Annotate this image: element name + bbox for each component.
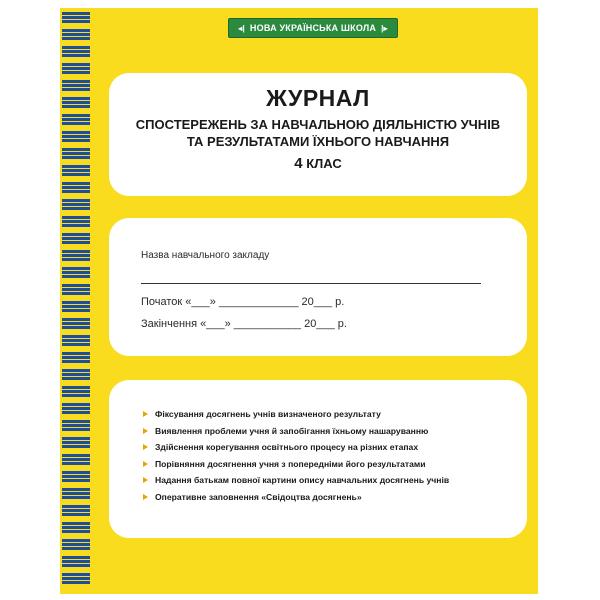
subtitle-line-1: СПОСТЕРЕЖЕНЬ ЗА НАВЧАЛЬНОЮ ДІЯЛЬНІСТЮ УЧНІВ bbox=[135, 117, 501, 132]
features-panel bbox=[109, 380, 527, 538]
spiral-coil bbox=[62, 182, 90, 193]
coil-wire bbox=[62, 267, 90, 270]
spiral-coil bbox=[62, 403, 90, 414]
coil-wire bbox=[62, 581, 90, 584]
start-date-line: Початок «___» _____________ 20___ р. bbox=[141, 296, 345, 308]
coil-wire bbox=[62, 326, 90, 329]
coil-wire bbox=[62, 339, 90, 342]
coil-wire bbox=[62, 258, 90, 261]
coil-wire bbox=[62, 386, 90, 389]
institution-fill-line bbox=[141, 283, 481, 284]
coil-wire bbox=[62, 237, 90, 240]
coil-wire bbox=[62, 488, 90, 491]
coil-wire bbox=[62, 560, 90, 563]
coil-wire bbox=[62, 445, 90, 448]
coil-wire bbox=[62, 437, 90, 440]
spiral-coil bbox=[62, 199, 90, 210]
spiral-coil bbox=[62, 29, 90, 40]
coil-wire bbox=[62, 67, 90, 70]
coil-wire bbox=[62, 420, 90, 423]
coil-wire bbox=[62, 424, 90, 427]
coil-wire bbox=[62, 564, 90, 567]
coil-wire bbox=[62, 458, 90, 461]
end-date-line: Закінчення «___» ___________ 20___ р. bbox=[141, 318, 347, 330]
spiral-coil bbox=[62, 318, 90, 329]
coil-wire bbox=[62, 199, 90, 202]
coil-wire bbox=[62, 190, 90, 193]
coil-wire bbox=[62, 50, 90, 53]
coil-wire bbox=[62, 454, 90, 457]
spiral-coil bbox=[62, 114, 90, 125]
coil-wire bbox=[62, 224, 90, 227]
coil-wire bbox=[62, 505, 90, 508]
grade-number: 4 bbox=[294, 155, 303, 172]
spiral-coil bbox=[62, 454, 90, 465]
coil-wire bbox=[62, 186, 90, 189]
coil-wire bbox=[62, 543, 90, 546]
coil-wire bbox=[62, 254, 90, 257]
arrow-right-icon: |▸ bbox=[381, 23, 388, 33]
spiral-coil bbox=[62, 386, 90, 397]
coil-wire bbox=[62, 122, 90, 125]
coil-wire bbox=[62, 271, 90, 274]
coil-wire bbox=[62, 173, 90, 176]
coil-wire bbox=[62, 207, 90, 210]
institution-label: Назва навчального закладу bbox=[141, 250, 270, 261]
feature-item bbox=[143, 439, 449, 456]
coil-wire bbox=[62, 309, 90, 312]
grade-word: КЛАС bbox=[306, 156, 342, 171]
coil-wire bbox=[62, 288, 90, 291]
coil-wire bbox=[62, 29, 90, 32]
triangle-bullet-icon bbox=[143, 477, 148, 483]
spiral-coil bbox=[62, 301, 90, 312]
coil-wire bbox=[62, 275, 90, 278]
triangle-bullet-icon bbox=[143, 411, 148, 417]
spiral-coil bbox=[62, 267, 90, 278]
coil-wire bbox=[62, 54, 90, 57]
coil-wire bbox=[62, 479, 90, 482]
coil-wire bbox=[62, 335, 90, 338]
coil-wire bbox=[62, 292, 90, 295]
features-list bbox=[143, 406, 449, 505]
spiral-coil bbox=[62, 573, 90, 584]
coil-wire bbox=[62, 37, 90, 40]
coil-wire bbox=[62, 509, 90, 512]
spiral-coil bbox=[62, 63, 90, 74]
coil-wire bbox=[62, 131, 90, 134]
arrow-left-icon: ◂| bbox=[238, 23, 245, 33]
coil-wire bbox=[62, 233, 90, 236]
coil-wire bbox=[62, 394, 90, 397]
triangle-bullet-icon bbox=[143, 494, 148, 500]
coil-wire bbox=[62, 241, 90, 244]
coil-wire bbox=[62, 216, 90, 219]
coil-wire bbox=[62, 556, 90, 559]
coil-wire bbox=[62, 373, 90, 376]
feature-text: Фіксування досягнень учнів визначеного результату bbox=[155, 409, 381, 420]
coil-wire bbox=[62, 80, 90, 83]
coil-wire bbox=[62, 496, 90, 499]
series-label: НОВА УКРАЇНСЬКА ШКОЛА bbox=[249, 23, 377, 33]
coil-wire bbox=[62, 475, 90, 478]
coil-wire bbox=[62, 462, 90, 465]
coil-wire bbox=[62, 114, 90, 117]
coil-wire bbox=[62, 84, 90, 87]
triangle-bullet-icon bbox=[143, 428, 148, 434]
coil-wire bbox=[62, 492, 90, 495]
coil-wire bbox=[62, 513, 90, 516]
feature-item bbox=[143, 456, 449, 473]
coil-wire bbox=[62, 156, 90, 159]
coil-wire bbox=[62, 441, 90, 444]
coil-wire bbox=[62, 369, 90, 372]
coil-wire bbox=[62, 118, 90, 121]
coil-wire bbox=[62, 390, 90, 393]
triangle-bullet-icon bbox=[143, 461, 148, 467]
coil-wire bbox=[62, 71, 90, 74]
feature-text: Здійснення корегування освітнього процесу на різних етапах bbox=[155, 442, 419, 453]
coil-wire bbox=[62, 539, 90, 542]
coil-wire bbox=[62, 220, 90, 223]
coil-wire bbox=[62, 12, 90, 15]
feature-text: Порівняння досягнення учня з попередніми його результатами bbox=[155, 458, 426, 469]
feature-item bbox=[143, 472, 449, 489]
coil-wire bbox=[62, 165, 90, 168]
coil-wire bbox=[62, 377, 90, 380]
coil-wire bbox=[62, 182, 90, 185]
coil-wire bbox=[62, 152, 90, 155]
coil-wire bbox=[62, 101, 90, 104]
coil-wire bbox=[62, 526, 90, 529]
coil-wire bbox=[62, 360, 90, 363]
coil-wire bbox=[62, 411, 90, 414]
coil-wire bbox=[62, 63, 90, 66]
coil-wire bbox=[62, 407, 90, 410]
spiral-coil bbox=[62, 556, 90, 567]
coil-wire bbox=[62, 428, 90, 431]
coil-wire bbox=[62, 169, 90, 172]
coil-wire bbox=[62, 305, 90, 308]
coil-wire bbox=[62, 88, 90, 91]
spiral-coil bbox=[62, 369, 90, 380]
coil-wire bbox=[62, 318, 90, 321]
spiral-coil bbox=[62, 437, 90, 448]
spiral-binding-icon bbox=[62, 12, 92, 590]
spiral-coil bbox=[62, 505, 90, 516]
spiral-coil bbox=[62, 97, 90, 108]
coil-wire bbox=[62, 250, 90, 253]
coil-wire bbox=[62, 547, 90, 550]
subtitle-line-2: ТА РЕЗУЛЬТАТАМИ ЇХНЬОГО НАВЧАННЯ bbox=[186, 134, 450, 149]
feature-item bbox=[143, 406, 449, 423]
coil-wire bbox=[62, 20, 90, 23]
spiral-coil bbox=[62, 250, 90, 261]
spiral-coil bbox=[62, 131, 90, 142]
spiral-coil bbox=[62, 335, 90, 346]
spiral-coil bbox=[62, 522, 90, 533]
journal-title: ЖУРНАЛ bbox=[266, 85, 370, 111]
coil-wire bbox=[62, 522, 90, 525]
coil-wire bbox=[62, 105, 90, 108]
coil-wire bbox=[62, 135, 90, 138]
grade-label bbox=[109, 155, 527, 172]
spiral-coil bbox=[62, 80, 90, 91]
coil-wire bbox=[62, 343, 90, 346]
spiral-coil bbox=[62, 352, 90, 363]
coil-wire bbox=[62, 301, 90, 304]
spiral-coil bbox=[62, 539, 90, 550]
journal-subtitle bbox=[109, 116, 527, 150]
spiral-coil bbox=[62, 284, 90, 295]
coil-wire bbox=[62, 577, 90, 580]
coil-wire bbox=[62, 403, 90, 406]
coil-wire bbox=[62, 203, 90, 206]
feature-text: Надання батькам повної картини опису навчальних досягнень учнів bbox=[155, 475, 450, 486]
coil-wire bbox=[62, 97, 90, 100]
feature-text: Виявлення проблеми учня й запобігання їхньому нашаруванню bbox=[155, 425, 429, 436]
coil-wire bbox=[62, 356, 90, 359]
spiral-coil bbox=[62, 46, 90, 57]
coil-wire bbox=[62, 352, 90, 355]
spiral-coil bbox=[62, 148, 90, 159]
coil-wire bbox=[62, 46, 90, 49]
coil-wire bbox=[62, 16, 90, 19]
coil-wire bbox=[62, 530, 90, 533]
coil-wire bbox=[62, 573, 90, 576]
coil-wire bbox=[62, 139, 90, 142]
spiral-coil bbox=[62, 165, 90, 176]
feature-text: Оперативне заповнення «Свідоцтва досягнень» bbox=[155, 491, 362, 502]
spiral-coil bbox=[62, 233, 90, 244]
spiral-coil bbox=[62, 420, 90, 431]
coil-wire bbox=[62, 148, 90, 151]
coil-wire bbox=[62, 284, 90, 287]
series-badge bbox=[228, 18, 398, 38]
feature-item bbox=[143, 489, 449, 506]
info-form-panel bbox=[109, 218, 527, 356]
coil-wire bbox=[62, 471, 90, 474]
spiral-coil bbox=[62, 488, 90, 499]
triangle-bullet-icon bbox=[143, 444, 148, 450]
coil-wire bbox=[62, 322, 90, 325]
spiral-coil bbox=[62, 216, 90, 227]
spiral-coil bbox=[62, 471, 90, 482]
feature-item bbox=[143, 423, 449, 440]
spiral-coil bbox=[62, 12, 90, 23]
title-panel bbox=[109, 73, 527, 196]
coil-wire bbox=[62, 33, 90, 36]
